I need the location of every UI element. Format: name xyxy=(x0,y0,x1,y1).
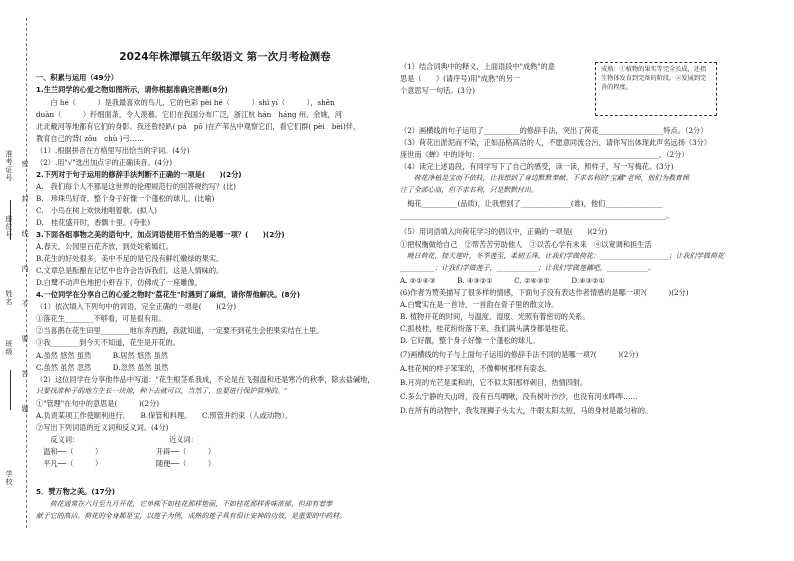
right-text-line: 庞世南《蝉》中的诗句：__________________________________________________。（2分） xyxy=(400,150,689,159)
seal-char: 线 xyxy=(21,230,29,238)
seal-char: 不 xyxy=(21,300,29,308)
right-text-line: __________________________________________________________________________。 xyxy=(400,211,674,220)
right-text-line: C.抓枝桂，桂花纷纷落下来，我们满头满身都是桂花。 xyxy=(400,324,573,333)
right-text-line: A.白鹭实在是一首诗，一首韵在骨子里的散文诗。 xyxy=(400,300,559,309)
class-blank[interactable] xyxy=(10,370,11,410)
left-text-line: 一、积累与运用（49分） xyxy=(36,73,118,82)
exam-title: 2024年株潭镇五年级语文 第一次月考检测卷 xyxy=(119,51,331,63)
left-text-line: 3.下面各组事物之美的语句中，加点词语使用不恰当的是哪一项？( )(2分) xyxy=(36,230,285,239)
left-text-line: ①落花生________不够看，可是很有用。 xyxy=(36,314,166,323)
binding-gutter xyxy=(0,0,40,561)
right-text-line: 思是（ ）(请序号)用"成熟"的另一 xyxy=(400,74,521,83)
left-text-line: ②当喜鹊在花生田里________地东奔西跑，我就知道，一定要不到花生会把果实结在土里。 xyxy=(36,326,324,335)
left-text-line: 教育自己的背( zǒu chù )弓…… xyxy=(36,134,145,143)
left-text-line: 2.下列对于句子运用的修辞手法判断不正确的一项是( )(2分) xyxy=(36,170,242,179)
left-text-line: 温和──（ ） 开辟──（ ） xyxy=(36,447,216,456)
dictionary-definition-box xyxy=(595,62,717,116)
seal-char: 内 xyxy=(21,265,29,273)
gutter-label-name: 姓名 xyxy=(5,290,13,306)
left-text-line: （1）依次填入下列句中的词语，完全正确的一项是( )(2分) xyxy=(36,302,237,311)
right-text-line: 晚日荷花，接天莲叶，冬季莲至，柔韧玉珠。让我们学做荷花：____________________；让我们学做荷花 xyxy=(400,252,724,260)
right-text-line: D. 它好靓，整个身子好像一个蓬松的球儿。 xyxy=(400,336,540,345)
right-text-line: B.月亮的光芒是柔和的，它不似太阳那样刺目，热情四射。 xyxy=(400,378,588,387)
seal-char: 封 xyxy=(21,195,29,203)
seal-char: 密 xyxy=(21,160,29,168)
left-text-line: ③我________到今天不知道，花生是开花的。 xyxy=(36,338,180,347)
seal-char: 答 xyxy=(21,370,29,378)
left-text-line: A. 我们每个人不都是这世界的伦理规范行的回答规约写？(比) xyxy=(36,182,236,191)
left-text-line: （2）这位同学在分享他作品中写道："花生根茎系我成，不论是在飞强温和还是寒冷的秋季，除去盐碱地， xyxy=(36,375,375,384)
right-text-line: B. 植物开花的时间，与温度、湿度、光照有着密切的关系。 xyxy=(400,312,590,321)
gutter-label-seat: 座位号 xyxy=(5,215,13,239)
left-text-line: 白 hé（ ）是我最喜欢的鸟儿，它的色彩 pèi hé（ ）shì yí（ ），shēn xyxy=(36,98,335,107)
right-text-line: （2）画横线的句子运用了__________的修辞手法，突出了荷花__________________特点。（2分） xyxy=(400,126,708,135)
left-text-line: 反义词： 近义词： xyxy=(36,435,198,444)
right-text-line: （5）用词语填入向荷花学习的倡议中，正确的一项是( )(2分) xyxy=(400,227,608,236)
right-text-line: D.在所有的动物中，我发现狮子头太大，牛眼太阳太短，马的身材是最匀称的。 xyxy=(400,406,653,415)
left-text-line: duàn（ ）纤细面条，令人羡慕。它们在我国分布广泛，浙江杭 hán háng 州、余姚，河 xyxy=(36,110,342,119)
left-text-line: ②写出下列词语的近义词和反义词。(4分) xyxy=(36,423,169,432)
left-text-line: 平凡──（ ） 随便──（ ） xyxy=(36,459,216,468)
left-text-line: ①"管理"在句中的意思是( )(2分) xyxy=(36,399,160,408)
right-text-line: (6)作者为赞美描写了很多样的情感，下面句子没有表达作者情感的是哪一项?( )(2分) xyxy=(400,288,689,297)
left-text-line: B. 珍珠鸟好奇，整个身子好像一个蓬松的球儿。(比喻) xyxy=(36,194,215,203)
gutter-label-school: 学校 xyxy=(5,470,13,486)
left-text-line: A.春天，公园里百花齐放，到处姹紫嫣红。 xyxy=(36,242,173,251)
left-text-line: 只要找准种子的地方生长一块地，种下去就可以，当然了，也要进行保护管理的。" xyxy=(36,387,288,395)
right-text-line: 个意思写一句话。(3分) xyxy=(400,86,475,95)
left-text-line: A.虽然 悠然 虽然 B.居然 悠然 虽然 xyxy=(36,351,168,360)
seal-char: 题 xyxy=(21,405,29,413)
left-text-line: A.负责某项工作使顺利进行。 B.保管和料理。 C.照管并约束（人或动物）。 xyxy=(36,411,293,420)
right-text-line: (7)画横线的句子与上面句子运用的修辞手法不同的是哪一项?( )(2分) xyxy=(400,350,639,359)
left-text-line: C.文章总是酝酿在记忆中也许会告诉我们，这是人情味的。 xyxy=(36,266,224,275)
left-text-line: 5．赞万物之美。(17分) xyxy=(36,487,116,496)
right-text-line: （3）荷花出淤泥而不染，正如品格高洁的人，不愿意同流合污，请你写出体现此声名远扬（3分） xyxy=(400,138,712,147)
left-text-line: D. 桂花盛开时，香飘十里。(夸张) xyxy=(36,218,151,227)
dictionary-definition-text: 成熟：①植物的果实等完全长成，还指生物体发育到完备的阶段。②发展到完善的程度。 xyxy=(601,66,707,91)
gutter-label-exam-number: 准考证号 xyxy=(5,150,13,182)
right-text-line: 注了全部心血，但不求名利，只是默默付出。 xyxy=(400,186,538,194)
right-text-line: （1）结合词典中的释义，上面语段中"成熟"的意 xyxy=(400,62,555,71)
right-text-line: A. ②①④③ B. ④③②① C. ②④③① D.④③②① xyxy=(400,276,605,285)
seal-char: 要 xyxy=(21,335,29,343)
left-text-line: 献于它的高洁。荷花的全身都是宝，以莲子为例，成熟的莲子具有很让安神的功效，是重要的中药材。 xyxy=(36,512,347,520)
left-text-line: 1.生兰同学的心爱之物如图所示，请你根据准确完善题(8分) xyxy=(36,85,228,94)
right-text-line: （4）读完上述语段，有同学写下了自己的感受，读一读，照样子，写一写梅花。(3分) xyxy=(400,162,674,171)
right-text-line: 荷花净植是宝而不依枝，让我想到了身边默默奉献、不求名利的"宝藏"老师，他们为教育倾 xyxy=(400,174,689,182)
right-text-line: ①把权衡做给自己 ②帮苦苦劳助他人 ③以苦心学有未来 ④以宽调和担生活 xyxy=(400,240,652,249)
left-text-line: B.花生的好处很多，美中不足的是它没有鲜红嫩绿的果实。 xyxy=(36,254,224,263)
right-text-line: A.桂花树的样子笨笨的，不像柳树那样有姿态。 xyxy=(400,364,552,373)
right-text-line: __________；让我们学做莲子，____________；让我们学做莲藕吧，____________。 xyxy=(400,264,655,272)
left-text-line: D.白鹭不动声色地把小虾吞下，仿佛成了一座雕像。 xyxy=(36,278,202,287)
left-text-line: C. 小鸟在树上欢快地唱着歌。(拟人) xyxy=(36,206,157,215)
right-text-line: C.多么宁静的天山呀，没有百鸟啁啾，没有树叶沙沙，也没有河水哗哗…… xyxy=(400,392,638,401)
left-text-line: 荷花通常在六月至九月开花，它单株不如桂花那样艳丽，不如桂花那样香味浓郁，但却有着奉 xyxy=(36,500,333,508)
binding-dashed-line xyxy=(26,18,27,528)
left-text-line: （2）.用"√"选出加点字的正确读音。(4分) xyxy=(36,158,173,167)
left-text-line: 4.一位同学在分享自己的心爱之物时"荔花生"时遇到了麻烦，请你帮他解决。(8分) xyxy=(36,290,300,299)
left-text-line: （1）.根据拼音在方格里写出恰当的字词。(4分) xyxy=(36,146,190,155)
gutter-label-class: 班级 xyxy=(5,340,13,356)
left-text-line: 北北戴河等地都有它们的身影。我还曾经趴( pá pō )在产苇丛中观察它们，看它们群( pèi bèi)伴， xyxy=(36,122,361,131)
right-text-line: 梅花__________(品质)，让我想到了______________(谁)，他们________________ xyxy=(400,199,663,208)
left-text-line: C.虽然 虽然 忽然 D.忽然 虽然 虽然 xyxy=(36,363,169,372)
